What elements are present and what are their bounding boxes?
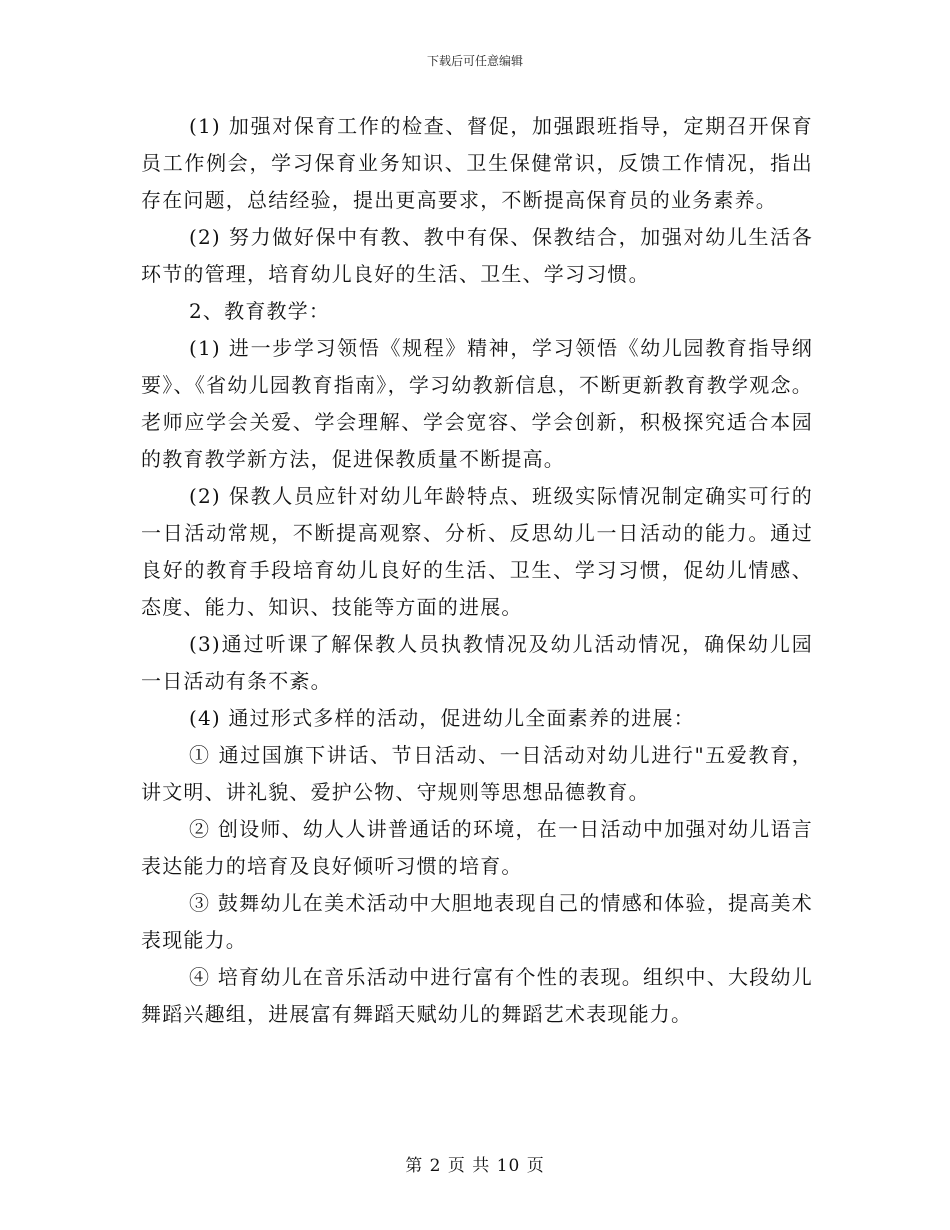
list-item-moral-education: ① 通过国旗下讲话、节日活动、一日活动对幼儿进行"五爱教育，讲文明、讲礼貌、爱护公物、守规则等思想品德教育。 [141,743,813,804]
section-heading-teaching: 2、教育教学： [189,299,331,323]
list-item-art-expression: ③ 鼓舞幼儿在美术活动中大胆地表现自己的情感和体验，提高美术表现能力。 [141,891,813,952]
list-item-mandarin-environment: ② 创设师、幼人人讲普通话的环境，在一日活动中加强对幼儿语言表达能力的培育及良好倾听习惯的培育。 [141,817,813,878]
page-number: 第 2 页 共 10 页 [405,1156,545,1176]
paragraph-study-guidelines: (1) 进一步学习领悟《规程》精神，学习领悟《幼儿园教育指导纲要》、《省幼儿园教育指南》，学习幼教新信息，不断更新教育教学观念。老师应学会关爱、学会理解、学会宽容、学会创新，积极探究适合本园的教育教学新方法，促进保教质量不断提高。 [141,336,813,471]
paragraph-diverse-activities: (4) 通过形式多样的活动，促进幼儿全面素养的进展： [189,706,695,730]
paragraph-lesson-observation: (3)通过听课了解保教人员执教情况及幼儿活动情况，确保幼儿园一日活动有条不紊。 [141,632,813,693]
header-note: 下载后可任意编辑 [426,54,523,68]
paragraph-daily-routine: (2) 保教人员应针对幼儿年龄特点、班级实际情况制定确实可行的一日活动常规，不断提高观察、分析、反思幼儿一日活动的能力。通过良好的教育手段培育幼儿良好的生活、卫生、学习习惯，促幼儿情感、态度、能力、知识、技能等方面的进展。 [141,484,813,619]
paragraph-care-education-combined: (2) 努力做好保中有教、教中有保、保教结合，加强对幼儿生活各环节的管理，培育幼儿良好的生活、卫生、学习习惯。 [141,225,813,286]
document-body [141,108,813,1033]
list-item-music-dance: ④ 培育幼儿在音乐活动中进行富有个性的表现。组织中、大段幼儿舞蹈兴趣组，进展富有舞蹈天赋幼儿的舞蹈艺术表现能力。 [141,965,813,1026]
paragraph-childcare-inspection: (1) 加强对保育工作的检查、督促，加强跟班指导，定期召开保育员工作例会，学习保育业务知识、卫生保健常识，反馈工作情况，指出存在问题，总结经验，提出更高要求，不断提高保育员的业务素养。 [141,114,813,212]
